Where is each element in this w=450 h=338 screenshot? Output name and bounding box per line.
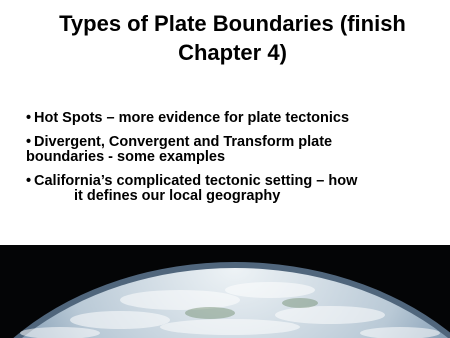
bullet-text-line-1: Divergent, Convergent and Transform plate	[34, 134, 333, 150]
earth-horizon-graphic	[0, 245, 450, 338]
bullet-dot: •	[26, 110, 32, 126]
bullet-dot: •	[26, 134, 32, 150]
bullet-item-hot-spots	[26, 111, 431, 126]
title-line-2: Chapter 4)	[178, 40, 287, 65]
bullet-text-line-1: California’s complicated tectonic setting – how	[34, 173, 358, 189]
title-line-1: Types of Plate Boundaries (finish	[59, 11, 406, 36]
bullet-text-line-2: boundaries - some examples	[26, 149, 226, 165]
bullet-item-boundaries	[26, 135, 431, 165]
bullet-list	[26, 111, 431, 213]
earth-image	[0, 245, 450, 338]
bullet-text: Hot Spots – more evidence for plate tectonics	[34, 110, 350, 126]
bullet-text-line-2: it defines our local geography	[74, 188, 281, 204]
slide-title	[20, 9, 445, 67]
bullet-dot: •	[26, 173, 32, 189]
bullet-item-california	[26, 174, 431, 204]
